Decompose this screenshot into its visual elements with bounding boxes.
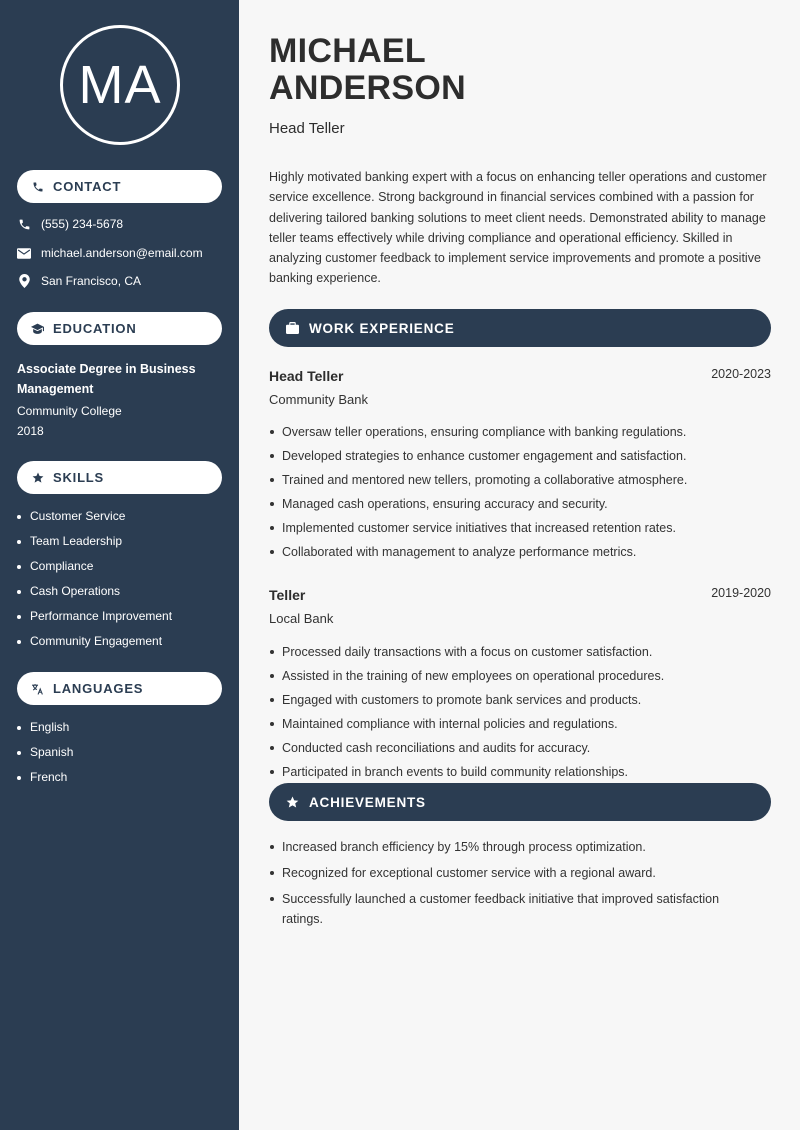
job-company: Local Bank [269,611,334,626]
list-item: Collaborated with management to analyze performance metrics. [269,542,771,566]
job-title: Head Teller [269,368,344,384]
location-pin-icon [17,274,31,288]
list-item: Assisted in the training of new employees on operational procedures. [269,666,771,690]
skills-list [17,504,172,654]
contact-phone [17,217,123,231]
list-item: Developed strategies to enhance customer engagement and satisfaction. [269,446,771,470]
skills-title: SKILLS [53,470,105,485]
list-item: Conducted cash reconciliations and audits for accuracy. [269,738,771,762]
achievements-list [269,837,771,935]
contact-title: CONTACT [53,179,122,194]
skills-heading [17,461,222,494]
list-item: Community Engagement [17,629,172,654]
job-title: Teller [269,587,306,603]
list-item: Successfully launched a customer feedback initiative that improved satisfaction ratings. [269,889,771,929]
list-item: Spanish [17,740,73,765]
list-item: Team Leadership [17,529,172,554]
list-item: Implemented customer service initiatives that increased retention rates. [269,518,771,542]
languages-list [17,715,73,790]
briefcase-icon [285,321,299,335]
job-role: Head Teller [269,120,345,137]
education-degree: Associate Degree in Business Management [17,362,196,396]
contact-heading [17,170,222,203]
contact-location [17,274,141,288]
work-experience-heading [269,309,771,347]
sidebar [0,0,239,1130]
star-icon [31,471,44,484]
languages-title: LANGUAGES [53,681,144,696]
list-item: Increased branch efficiency by 15% through process optimization. [269,837,771,857]
phone-icon [17,217,31,231]
list-item: French [17,765,73,790]
contact-email [17,246,203,260]
work-experience-title: WORK EXPERIENCE [309,320,455,336]
list-item: Maintained compliance with internal policies and regulations. [269,714,771,738]
list-item: Customer Service [17,504,172,529]
languages-heading [17,672,222,705]
avatar-initials: MA [78,55,162,115]
education-entry [17,359,227,441]
list-item: Compliance [17,554,172,579]
location-text: San Francisco, CA [41,274,142,288]
mail-icon [17,246,31,260]
job-bullets [269,422,771,567]
education-school: Community College [17,404,122,418]
translate-icon [31,682,44,695]
list-item: Recognized for exceptional customer service with a regional award. [269,863,771,883]
avatar [60,25,180,145]
list-item: English [17,715,73,740]
email-text: michael.anderson@email.com [41,246,203,260]
education-title: EDUCATION [53,321,137,336]
name-last: ANDERSON [269,69,466,107]
phone-icon [31,180,44,193]
education-heading [17,312,222,345]
full-name [269,33,466,107]
star-icon [285,795,299,809]
list-item: Cash Operations [17,579,172,604]
achievements-title: ACHIEVEMENTS [309,794,426,810]
job-dates: 2019-2020 [711,586,771,600]
list-item: Performance Improvement [17,604,172,629]
graduation-cap-icon [31,322,44,335]
phone-text: (555) 234-5678 [41,217,124,231]
list-item: Trained and mentored new tellers, promoting a collaborative atmosphere. [269,470,771,494]
achievements-heading [269,783,771,821]
education-year: 2018 [17,424,44,438]
profile-summary: Highly motivated banking expert with a focus on enhancing teller operations and customer service excellence. Strong background in financial services combined with a passion for delivering tailored banking solutions to meet client needs. Demonstrated ability to manage teller teams effectively while driving compliance and operational efficiency. Skilled in analyzing customer feedback to implement service improvements and promote a positive banking experience. [269,170,767,286]
job-dates: 2020-2023 [711,367,771,381]
list-item: Oversaw teller operations, ensuring compliance with banking regulations. [269,422,771,446]
job-company: Community Bank [269,392,368,407]
name-first: MICHAEL [269,32,426,70]
list-item: Managed cash operations, ensuring accuracy and security. [269,494,771,518]
list-item: Participated in branch events to build community relationships. [269,762,771,786]
job-bullets [269,642,771,787]
list-item: Processed daily transactions with a focus on customer satisfaction. [269,642,771,666]
list-item: Engaged with customers to promote bank services and products. [269,690,771,714]
